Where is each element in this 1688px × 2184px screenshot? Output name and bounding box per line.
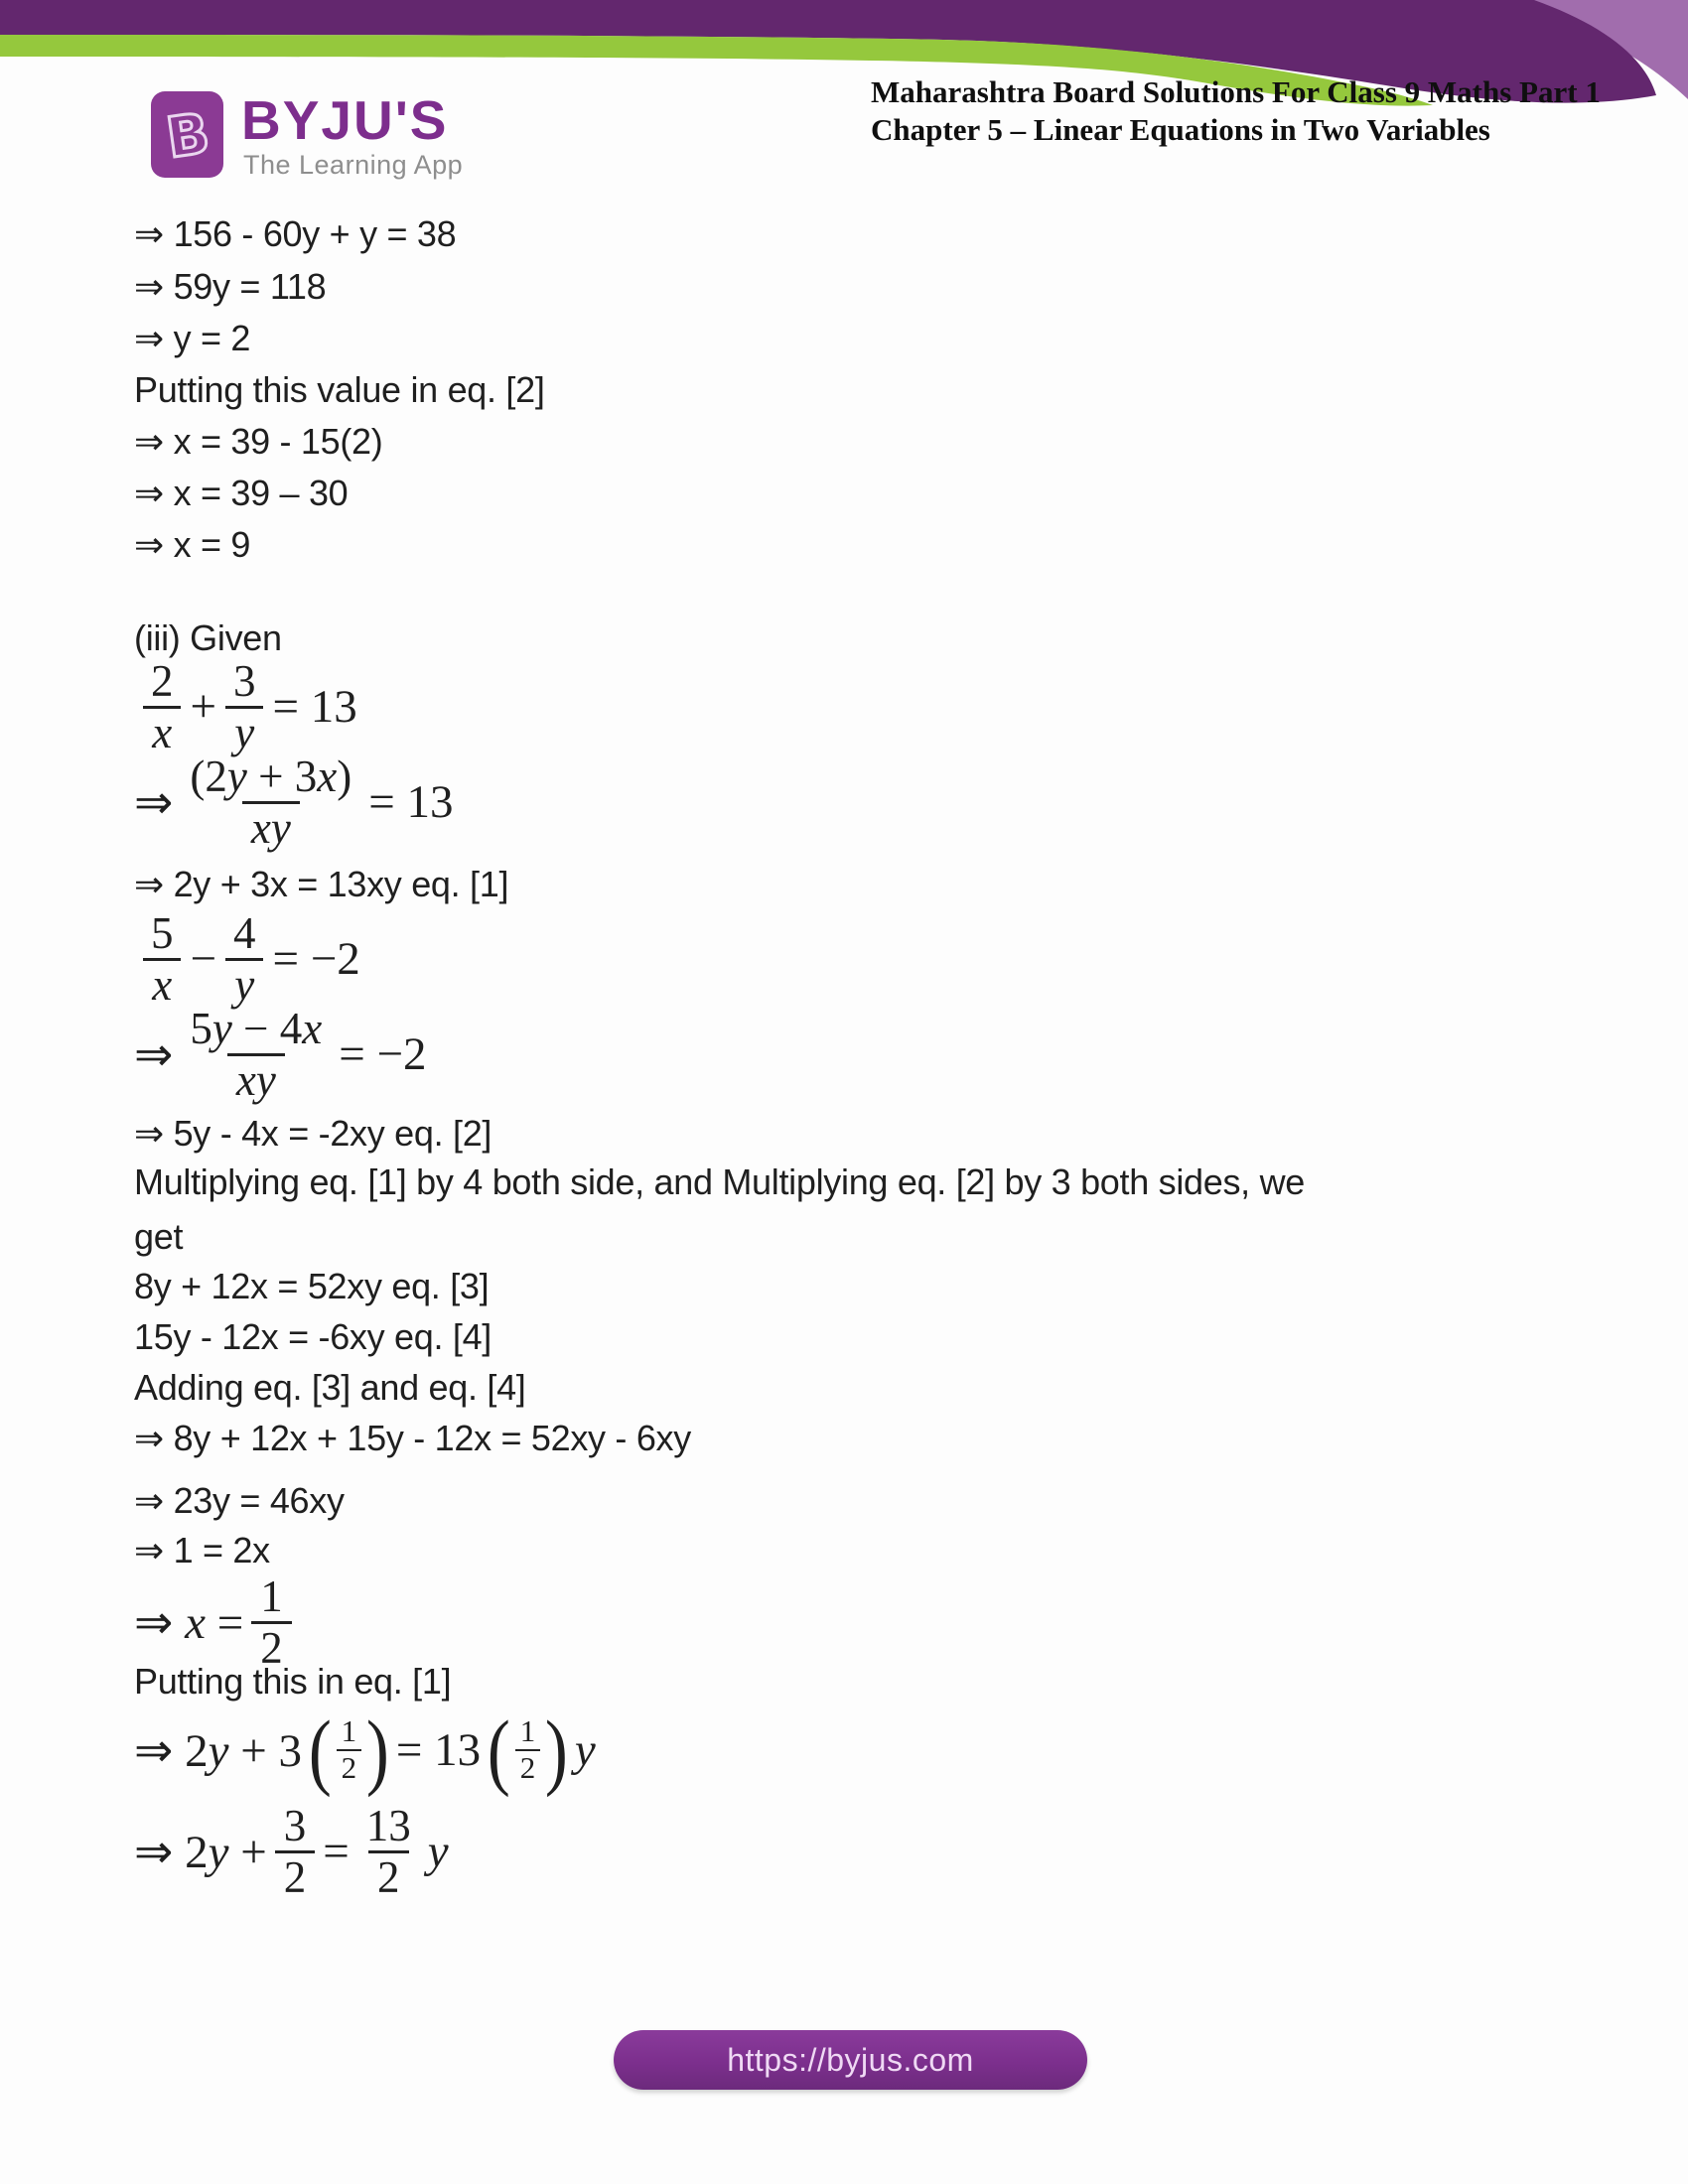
math-text: = 13 <box>368 776 454 829</box>
solution-math-line <box>134 752 454 852</box>
solution-text-line: (iii) Given <box>134 617 282 658</box>
solution-text-line: get <box>134 1216 184 1257</box>
big-paren: ) <box>366 1703 389 1798</box>
fraction: $\frac{1}{2}$ <box>251 1572 292 1672</box>
math-text: ⇒ 2y + <box>134 1826 267 1878</box>
fraction: $\frac{5y - 4x}{xy}$ <box>190 1004 323 1105</box>
solution-math-line <box>134 1572 300 1672</box>
big-paren: ( <box>308 1703 332 1798</box>
solution-text-line: Putting this in eq. [1] <box>134 1661 452 1702</box>
math-text: − <box>190 933 217 986</box>
page-title-line1: Maharashtra Board Solutions For Class 9 Maths Part 1 <box>871 74 1601 109</box>
math-text: y <box>574 1724 596 1776</box>
solution-text-line: ⇒ 5y - 4x = -2xy eq. [2] <box>134 1113 492 1154</box>
math-text: = −2 <box>272 933 360 986</box>
solution-text-line: ⇒ 2y + 3x = 13xy eq. [1] <box>134 864 509 904</box>
solution-text-line: ⇒ x = 39 – 30 <box>134 473 349 513</box>
fraction: $\frac{3}{2}$ <box>275 1802 316 1901</box>
math-text: + <box>190 681 217 734</box>
math-text: = −2 <box>339 1028 427 1081</box>
math-text: ⇒ <box>134 776 174 829</box>
solution-text-line: ⇒ 59y = 118 <box>134 266 327 307</box>
math-text: = <box>323 1826 350 1878</box>
solution-math-line <box>134 657 357 756</box>
fraction: $\frac{3}{y}$ <box>224 657 265 756</box>
solution-text-line: Adding eq. [3] and eq. [4] <box>134 1367 526 1408</box>
math-text: ⇒ <box>134 1028 174 1081</box>
fraction: $\frac{1}{2}$ <box>337 1714 362 1785</box>
solution-text-line: 8y + 12x = 52xy eq. [3] <box>134 1266 490 1306</box>
fraction: $\frac{5}{x}$ <box>142 909 183 1009</box>
byjus-url-button[interactable]: https://byjus.com <box>614 2030 1087 2090</box>
solution-math-line <box>134 1703 596 1798</box>
paren-fraction <box>306 1703 392 1798</box>
fraction: $\frac{2}{x}$ <box>142 657 183 756</box>
fraction: $\frac{13}{2}$ <box>365 1801 411 1902</box>
big-paren: ) <box>545 1703 568 1798</box>
math-text: = 13 <box>272 681 357 734</box>
solution-text-line: ⇒ x = 9 <box>134 524 251 565</box>
brand-name: BYJU'S <box>241 89 449 151</box>
solution-text-line: Putting this value in eq. [2] <box>134 369 545 410</box>
solution-math-line <box>134 1005 427 1104</box>
page-title-line2: Chapter 5 – Linear Equations in Two Variables <box>871 112 1490 147</box>
solution-text-line: ⇒ 23y = 46xy <box>134 1480 345 1521</box>
big-paren: ( <box>487 1703 510 1798</box>
fraction: $\frac{4}{y}$ <box>224 909 265 1009</box>
solution-text-line: ⇒ x = 39 - 15(2) <box>134 421 383 462</box>
fraction: $\frac{1}{2}$ <box>515 1714 541 1785</box>
solution-math-line <box>134 909 360 1009</box>
fraction: $\frac{(2y + 3x)}{xy}$ <box>190 751 352 853</box>
solution-text-line: ⇒ 8y + 12x + 15y - 12x = 52xy - 6xy <box>134 1418 691 1458</box>
math-text: = 13 <box>395 1724 482 1776</box>
solution-text-line: ⇒ 156 - 60y + y = 38 <box>134 213 457 254</box>
svg-text:B: B <box>162 101 213 172</box>
paren-fraction <box>485 1703 571 1798</box>
brand-tagline: The Learning App <box>243 150 464 180</box>
solution-text-line: ⇒ 1 = 2x <box>134 1530 270 1570</box>
math-text: ⇒ x = <box>134 1596 244 1649</box>
solution-math-line <box>134 1802 449 1901</box>
solution-text-line: ⇒ y = 2 <box>134 318 251 358</box>
solution-text-line: 15y - 12x = -6xy eq. [4] <box>134 1316 492 1357</box>
solution-text-line: Multiplying eq. [1] by 4 both side, and Multiplying eq. [2] by 3 both sides, we <box>134 1161 1305 1202</box>
math-text: ⇒ 2y + 3 <box>134 1724 303 1777</box>
math-text: y <box>427 1826 449 1878</box>
